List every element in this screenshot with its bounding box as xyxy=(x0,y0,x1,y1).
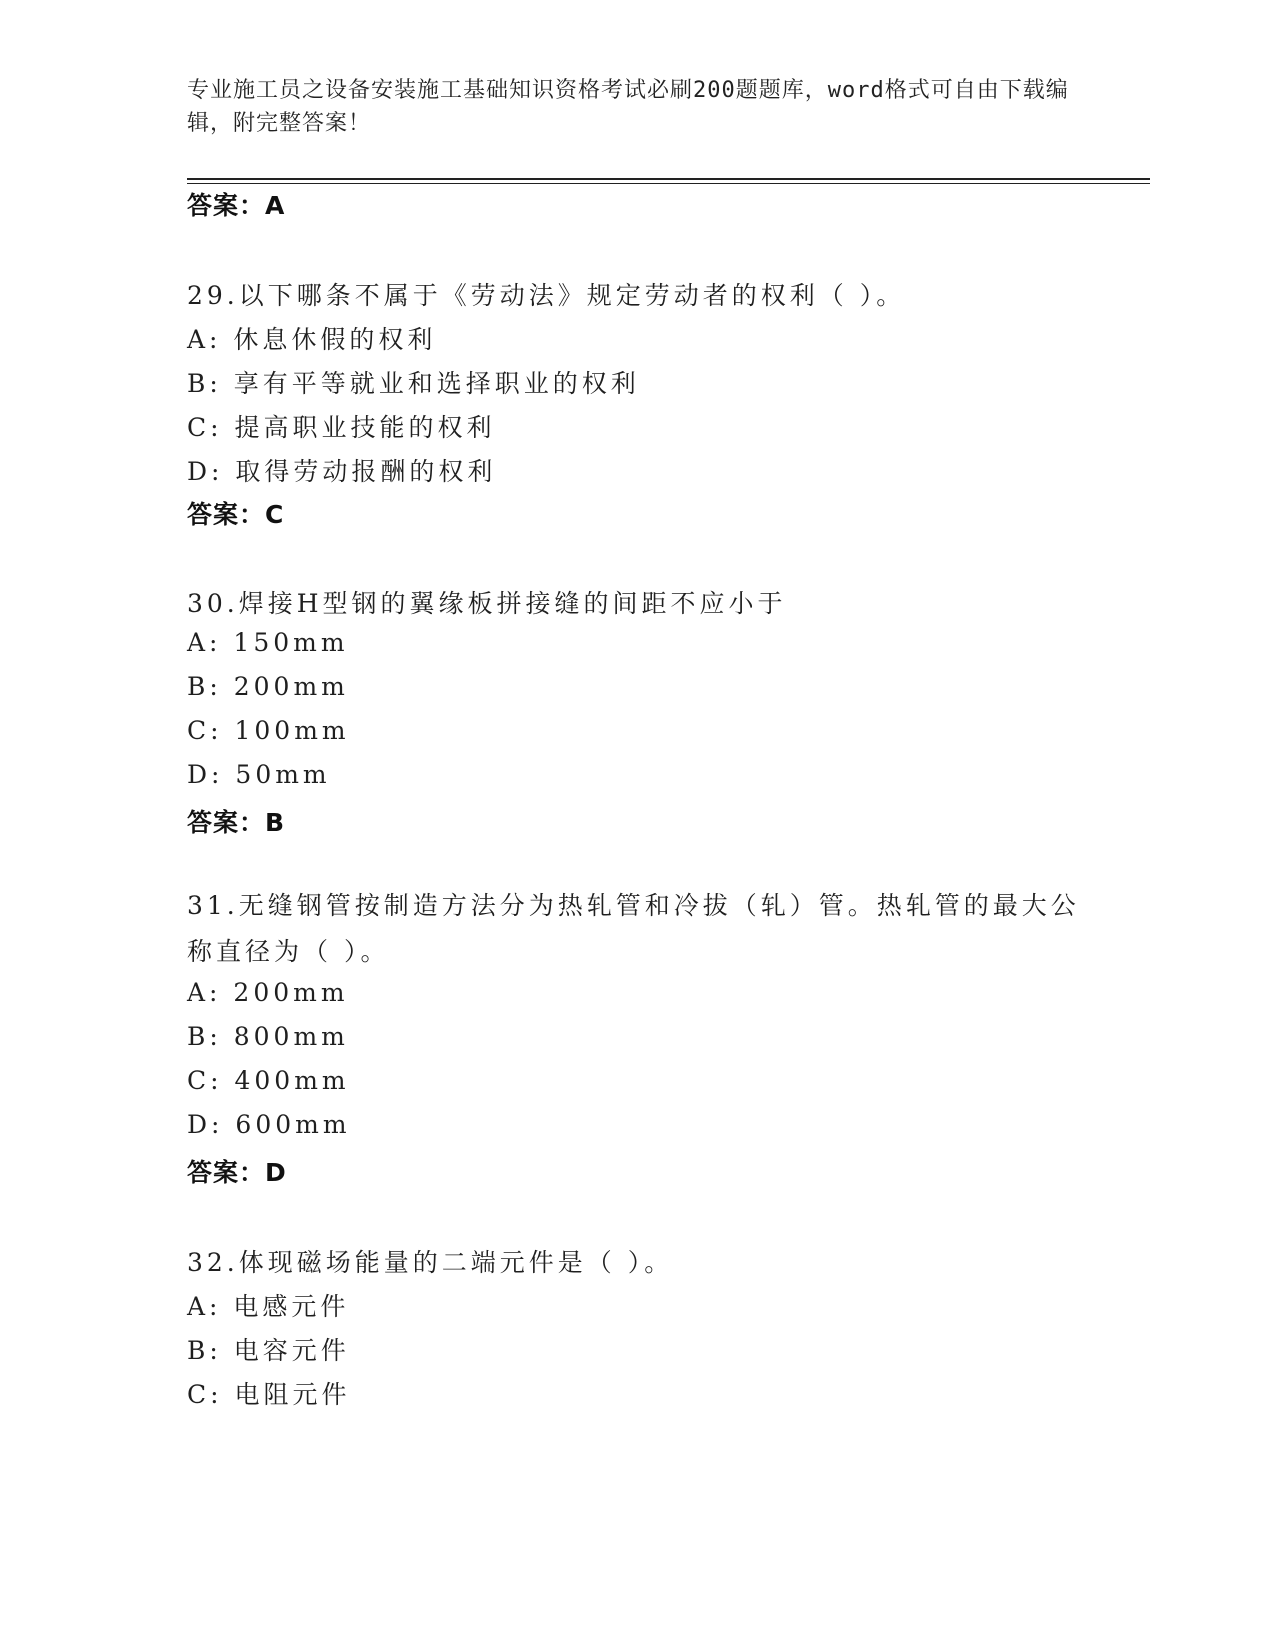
question-31-option-c: C: 400mm xyxy=(187,1066,350,1095)
question-31-option-a: A: 200mm xyxy=(187,978,349,1007)
question-32-option-a: A: 电感元件 xyxy=(187,1292,350,1321)
question-30-option-b: B: 200mm xyxy=(187,672,349,701)
question-30-option-d: D: 50mm xyxy=(187,760,331,789)
question-30-answer: 答案：B xyxy=(187,808,286,837)
question-31-option-d: D: 600mm xyxy=(187,1110,351,1139)
header-rule-thick xyxy=(187,178,1150,180)
question-29-option-c: C: 提高职业技能的权利 xyxy=(187,413,496,442)
question-30-text: 30.焊接H型钢的翼缘板拼接缝的间距不应小于 xyxy=(187,589,787,618)
answer-line: 答案：A xyxy=(187,191,286,220)
question-31-answer: 答案：D xyxy=(187,1158,287,1187)
question-31-option-b: B: 800mm xyxy=(187,1022,349,1051)
question-32-text: 32.体现磁场能量的二端元件是（ ）。 xyxy=(187,1248,674,1277)
question-32-option-c: C: 电阻元件 xyxy=(187,1380,351,1409)
question-30-option-c: C: 100mm xyxy=(187,716,350,745)
document-header: 专业施工员之设备安装施工基础知识资格考试必刷200题题库，word格式可自由下载编辑，附完整答案！ xyxy=(187,78,1069,136)
question-31-text: 31.无缝钢管按制造方法分为热轧管和冷拔（轧）管。热轧管的最大公称直径为（ ）。 xyxy=(187,891,1080,966)
question-29-option-d: D: 取得劳动报酬的权利 xyxy=(187,457,497,486)
header-rule-thin xyxy=(187,183,1150,184)
question-30-option-a: A: 150mm xyxy=(187,628,349,657)
question-29-option-b: B: 享有平等就业和选择职业的权利 xyxy=(187,369,640,398)
question-29-option-a: A: 休息休假的权利 xyxy=(187,325,437,354)
question-32-option-b: B: 电容元件 xyxy=(187,1336,350,1365)
question-29-answer: 答案：C xyxy=(187,500,285,529)
question-29-text: 29.以下哪条不属于《劳动法》规定劳动者的权利（ ）。 xyxy=(187,281,906,310)
